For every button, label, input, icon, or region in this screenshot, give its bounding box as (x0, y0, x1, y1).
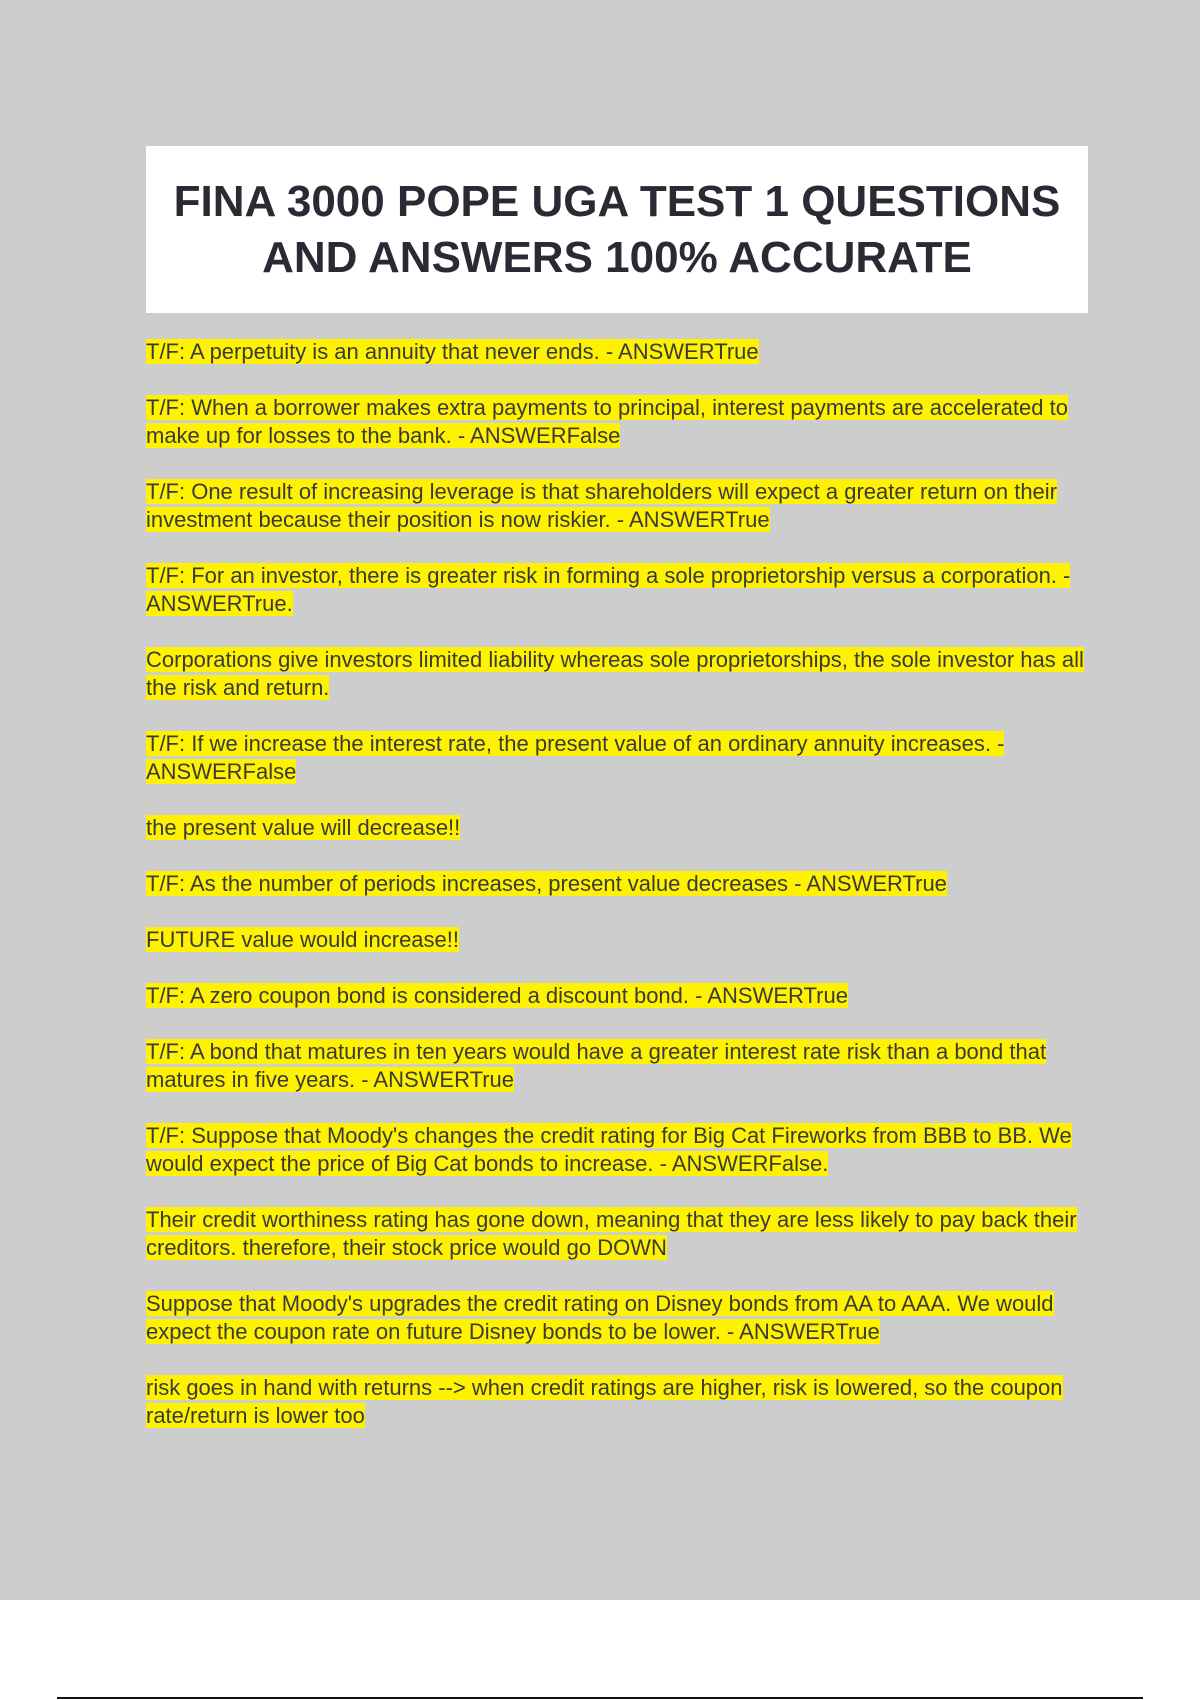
paragraph (146, 814, 1086, 842)
paragraph (146, 1206, 1086, 1262)
highlighted-text: Suppose that Moody's upgrades the credit rating on Disney bonds from AA to AAA. We would expect the coupon rate on future Disney bonds to be lower. - ANSWERTrue (146, 1291, 1054, 1344)
highlighted-text: T/F: As the number of periods increases, present value decreases - ANSWERTrue (146, 871, 947, 896)
highlighted-text: risk goes in hand with returns --> when credit ratings are higher, risk is lowered, so the coupon rate/return is lower too (146, 1375, 1063, 1428)
paragraph (146, 1290, 1086, 1346)
paragraph (146, 394, 1086, 450)
highlighted-text: T/F: When a borrower makes extra payments to principal, interest payments are accelerated to make up for losses to the bank. - ANSWERFalse (146, 395, 1068, 448)
highlighted-text: the present value will decrease!! (146, 815, 461, 840)
paragraph (146, 1374, 1086, 1430)
paragraph (146, 1038, 1086, 1094)
paragraph (146, 478, 1086, 534)
highlighted-text: T/F: Suppose that Moody's changes the credit rating for Big Cat Fireworks from BBB to BB. We would expect the price of Big Cat bonds to increase. - ANSWERFalse. (146, 1123, 1072, 1176)
highlighted-text: Their credit worthiness rating has gone down, meaning that they are less likely to pay back their creditors. therefore, their stock price would go DOWN (146, 1207, 1077, 1260)
highlighted-text: T/F: One result of increasing leverage is that shareholders will expect a greater return on their investment because their position is now riskier. - ANSWERTrue (146, 479, 1058, 532)
highlighted-text: T/F: A bond that matures in ten years would have a greater interest rate risk than a bond that matures in five years. - ANSWERTrue (146, 1039, 1047, 1092)
highlighted-text: Corporations give investors limited liability whereas sole proprietorships, the sole investor has all the risk and return. (146, 647, 1084, 700)
title-box (146, 146, 1088, 313)
document-body (146, 338, 1086, 1458)
highlighted-text: FUTURE value would increase!! (146, 927, 460, 952)
paragraph (146, 730, 1086, 786)
paragraph (146, 1122, 1086, 1178)
paragraph (146, 926, 1086, 954)
paragraph (146, 338, 1086, 366)
page-title: FINA 3000 POPE UGA TEST 1 QUESTIONS AND ANSWERS 100% ACCURATE (173, 176, 1061, 282)
highlighted-text: T/F: A zero coupon bond is considered a discount bond. - ANSWERTrue (146, 983, 848, 1008)
paragraph (146, 646, 1086, 702)
paragraph (146, 870, 1086, 898)
highlighted-text: T/F: For an investor, there is greater risk in forming a sole proprietorship versus a corporation. - ANSWERTrue. (146, 563, 1071, 616)
highlighted-text: T/F: If we increase the interest rate, the present value of an ordinary annuity increases. - ANSWERFalse (146, 731, 1005, 784)
highlighted-text: T/F: A perpetuity is an annuity that never ends. - ANSWERTrue (146, 339, 759, 364)
bottom-divider (57, 1697, 1143, 1699)
paragraph (146, 562, 1086, 618)
paragraph (146, 982, 1086, 1010)
